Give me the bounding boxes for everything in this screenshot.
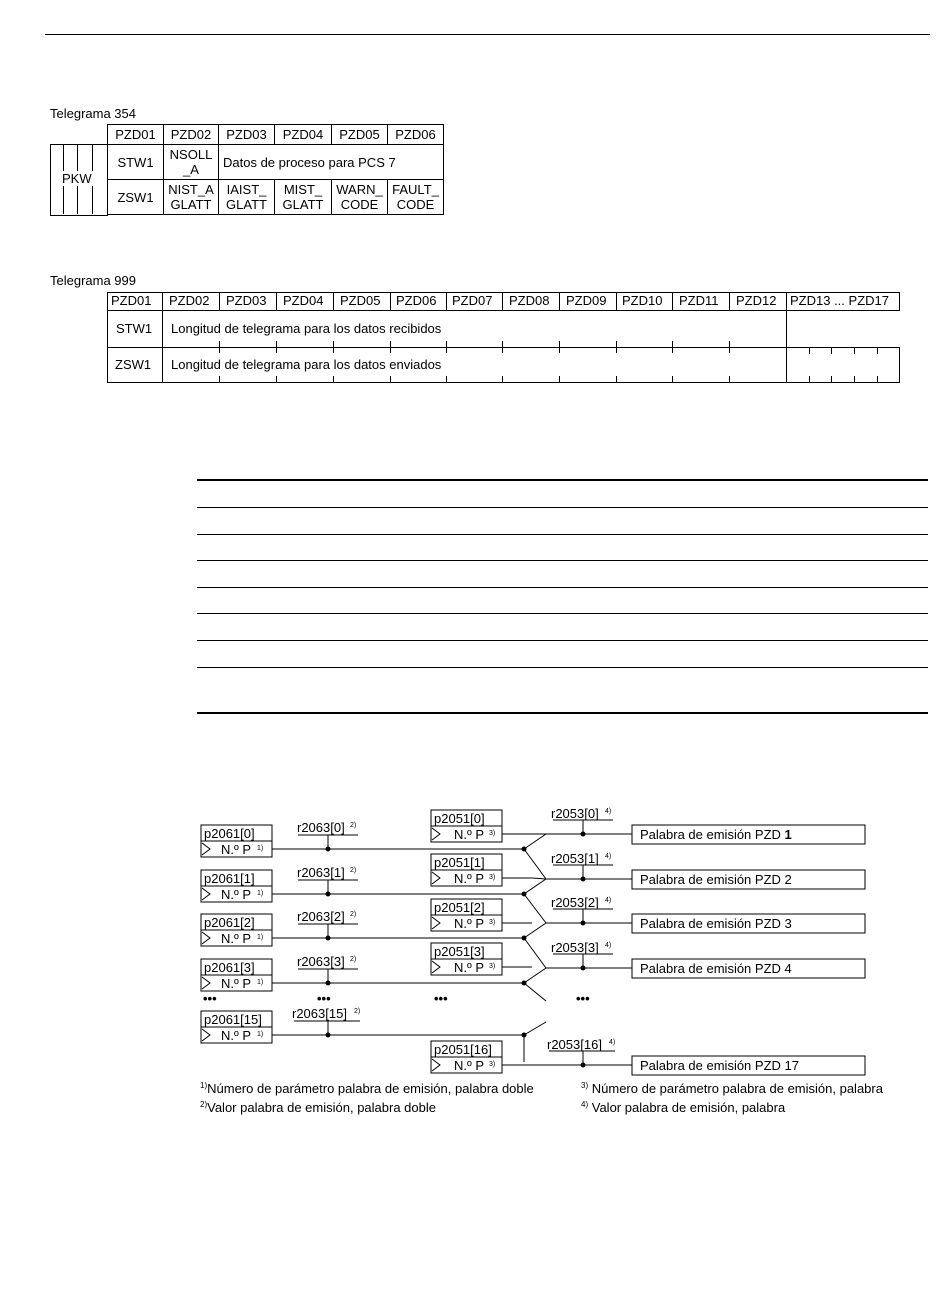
svg-text:p2061[2]: p2061[2] xyxy=(204,915,255,930)
svg-text:Palabra de emisión PZD 1: Palabra de emisión PZD 1 xyxy=(640,827,792,842)
pkw-label: PKW xyxy=(62,171,92,186)
header-cell: PZD11 xyxy=(679,293,719,308)
svg-text:4): 4) xyxy=(605,942,612,949)
svg-text:r2063[3]: r2063[3] xyxy=(297,954,345,969)
footnote-1: $^{1)}$Número de parámetro palabra de emisión, palabra doble xyxy=(200,1081,534,1096)
header-cell: PZD12 xyxy=(736,293,777,308)
svg-text:p2051[16]: p2051[16] xyxy=(434,1042,492,1057)
header-cell: PZD02 xyxy=(169,293,210,308)
svg-text:1): 1) xyxy=(257,890,264,897)
cell-zsw1: ZSW1 xyxy=(115,357,152,372)
svg-text:N.º P: N.º P xyxy=(221,976,252,991)
svg-text:2): 2) xyxy=(350,911,357,918)
svg-text:r2063[2]: r2063[2] xyxy=(297,909,345,924)
svg-text:1): 1) xyxy=(257,845,264,852)
svg-text:N.º P: N.º P xyxy=(454,871,485,886)
svg-text:p2061[1]: p2061[1] xyxy=(204,871,255,886)
svg-text:2): 2) xyxy=(354,1008,361,1015)
header-cell: PZD01 xyxy=(108,125,164,145)
svg-text:1): 1) xyxy=(257,934,264,941)
header-cell: PZD13 ... PZD17 xyxy=(790,293,889,308)
svg-text:3): 3) xyxy=(489,919,496,926)
cell-received-length: Longitud de telegrama para los datos recibidos xyxy=(171,321,442,336)
np-label: N.º P xyxy=(221,842,252,857)
svg-text:N.º P: N.º P xyxy=(454,960,485,975)
cell-process-data: Datos de proceso para PCS 7 xyxy=(219,145,444,180)
svg-text:2): 2) xyxy=(350,867,357,874)
svg-text:3): 3) xyxy=(489,963,496,970)
svg-text:r2053[1]: r2053[1] xyxy=(551,851,599,866)
cell-sent-length: Longitud de telegrama para los datos enviados xyxy=(171,357,442,372)
header-cell: PZD03 xyxy=(219,125,275,145)
svg-text:N.º P: N.º P xyxy=(221,931,252,946)
svg-text:r2053[2]: r2053[2] xyxy=(551,895,599,910)
svg-text:r2063[15]: r2063[15] xyxy=(292,1006,347,1021)
header-cell: PZD04 xyxy=(283,293,324,308)
svg-text:r2053[16]: r2053[16] xyxy=(547,1037,602,1052)
footnote-4: $^{4)}$ Valor palabra de emisión, palabra xyxy=(581,1100,786,1115)
svg-text:p2051[3]: p2051[3] xyxy=(434,944,485,959)
svg-text:r2053[0]: r2053[0] xyxy=(551,806,599,821)
svg-text:r2053[3]: r2053[3] xyxy=(551,940,599,955)
svg-text:p2061[3]: p2061[3] xyxy=(204,960,255,975)
svg-text:2): 2) xyxy=(350,956,357,963)
cell-stw1: STW1 xyxy=(108,145,164,180)
svg-text:3): 3) xyxy=(489,1061,496,1068)
svg-text:N.º P: N.º P xyxy=(454,1058,485,1073)
svg-text:Palabra de emisión PZD 4: Palabra de emisión PZD 4 xyxy=(640,961,792,976)
header-cell: PZD07 xyxy=(452,293,493,308)
svg-text:p2061[15]: p2061[15] xyxy=(204,1012,262,1027)
left-param-box xyxy=(201,825,272,857)
svg-text:N.º P: N.º P xyxy=(221,1028,252,1043)
header-cell: PZD05 xyxy=(332,125,388,145)
cell-nist: NIST_A GLATT xyxy=(164,180,219,215)
header-cell: PZD09 xyxy=(566,293,607,308)
svg-text:3): 3) xyxy=(489,830,496,837)
cell-stw1: STW1 xyxy=(116,321,153,336)
svg-text:3): 3) xyxy=(489,874,496,881)
header-cell: PZD04 xyxy=(275,125,332,145)
svg-text:4): 4) xyxy=(609,1039,616,1046)
svg-text:Palabra de emisión PZD 17: Palabra de emisión PZD 17 xyxy=(640,1058,799,1073)
header-cell: PZD08 xyxy=(509,293,550,308)
footnote-2: $^{2)}$Valor palabra de emisión, palabra doble xyxy=(200,1100,436,1115)
header-cell: PZD06 xyxy=(396,293,437,308)
svg-text:4): 4) xyxy=(605,808,612,815)
r2063-label: r2063[0] xyxy=(297,820,345,835)
header-cell: PZD01 xyxy=(111,293,152,308)
svg-text:4): 4) xyxy=(605,853,612,860)
svg-text:p2051[0]: p2051[0] xyxy=(434,811,485,826)
svg-text:Palabra de emisión PZD 3: Palabra de emisión PZD 3 xyxy=(640,916,792,931)
svg-text:N.º P: N.º P xyxy=(221,887,252,902)
svg-text:4): 4) xyxy=(605,897,612,904)
cell-mist: MIST_ GLATT xyxy=(275,180,332,215)
svg-text:N.º P: N.º P xyxy=(454,916,485,931)
svg-text:Palabra de emisión PZD 2: Palabra de emisión PZD 2 xyxy=(640,872,792,887)
header-cell: PZD06 xyxy=(388,125,444,145)
ellipsis: ••• xyxy=(434,991,448,1006)
header-cell: PZD03 xyxy=(226,293,267,308)
svg-text:r2063[1]: r2063[1] xyxy=(297,865,345,880)
header-cell: PZD02 xyxy=(164,125,219,145)
ellipsis: ••• xyxy=(576,991,590,1006)
svg-text:1): 1) xyxy=(257,1031,264,1038)
left-param-label: p2061[0] xyxy=(204,826,255,841)
svg-text:p2051[2]: p2051[2] xyxy=(434,900,485,915)
ellipsis: ••• xyxy=(317,991,331,1006)
cell-warn: WARN_ CODE xyxy=(332,180,388,215)
svg-text:2): 2) xyxy=(350,822,357,829)
svg-text:p2051[1]: p2051[1] xyxy=(434,855,485,870)
header-cell: PZD05 xyxy=(340,293,381,308)
telegram-354-title: Telegrama 354 xyxy=(50,106,136,121)
cell-zsw1: ZSW1 xyxy=(108,180,164,215)
cell-fault: FAULT_ CODE xyxy=(388,180,444,215)
cell-iaist: IAIST_ GLATT xyxy=(219,180,275,215)
telegram-999-title: Telegrama 999 xyxy=(50,273,136,288)
svg-text:N.º P: N.º P xyxy=(454,827,485,842)
header-cell: PZD10 xyxy=(622,293,663,308)
mid-param-box xyxy=(431,810,502,842)
cell-nsoll: NSOLL _A xyxy=(164,145,219,180)
footnote-3: $^{3)}$ Número de parámetro palabra de emisión, palabra xyxy=(581,1081,883,1096)
svg-text:1): 1) xyxy=(257,979,264,986)
ellipsis: ••• xyxy=(203,991,217,1006)
